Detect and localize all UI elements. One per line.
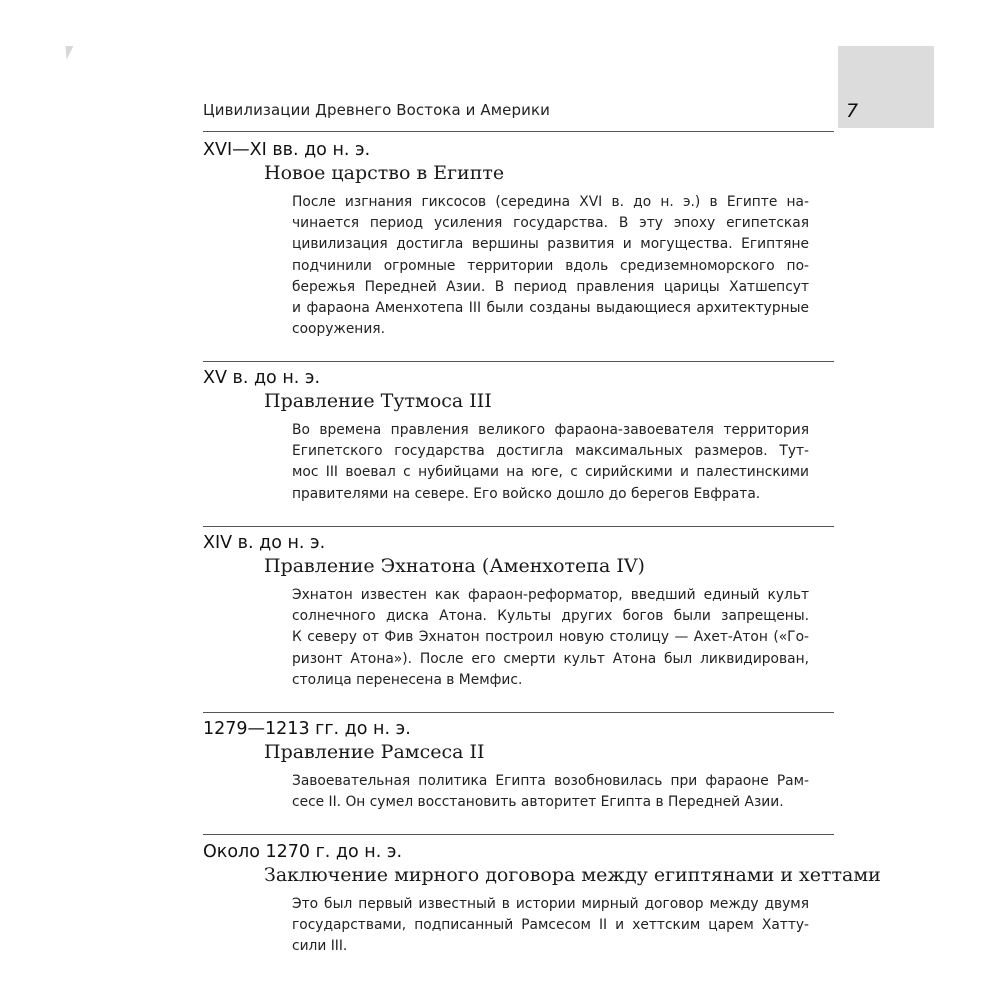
body-line: цивилизация достигла вершины развития и могущества. Египтяне <box>292 236 809 253</box>
entry-title: Правление Тутмоса III <box>264 390 492 412</box>
corner-crop-mark <box>63 46 74 60</box>
body-line: мос III воевал с нубийцами на юге, с сирийскими и палестинскими <box>292 464 809 481</box>
entry-title: Правление Рамсеса II <box>264 741 485 763</box>
entry-divider <box>203 526 834 527</box>
body-line: сесе II. Он сумел восстановить авторитет Египта в Передней Азии. <box>292 794 784 811</box>
body-line: Эхнатон известен как фараон-реформатор, введший единый культ <box>292 587 809 603</box>
body-line: сили III. <box>292 938 348 955</box>
entry-title: Правление Эхнатона (Аменхотепа IV) <box>264 555 645 577</box>
body-line: Во времена правления великого фараона-завоевателя территория <box>292 422 809 438</box>
entry-date: XVI—XI вв. до н. э. <box>203 140 371 160</box>
entry-body <box>292 192 809 340</box>
page-number: 7 <box>846 100 859 122</box>
entry-date: Около 1270 г. до н. э. <box>203 842 403 862</box>
body-line: чинается период усиления государства. В эту эпоху египетская <box>292 215 809 232</box>
header-divider <box>203 131 834 132</box>
body-line: правителями на севере. Его войско дошло до берегов Евфрата. <box>292 485 761 502</box>
entry-date: 1279—1213 гг. до н. э. <box>203 719 411 739</box>
body-line: сооружения. <box>292 321 385 338</box>
body-line: К северу от Фив Эхнатон построил новую столицу — Ахет-Атон («Го- <box>292 629 809 646</box>
body-line: бережья Передней Азии. В период правления царицы Хатшепсут <box>292 278 809 295</box>
entry-date: XV в. до н. э. <box>203 368 321 388</box>
entry-divider <box>203 834 834 835</box>
entry-title: Заключение мирного договора между египтянами и хеттами <box>264 864 881 886</box>
entry-body <box>292 420 809 505</box>
body-line: Это был первый известный в истории мирный договор между двумя <box>292 896 809 912</box>
entry-body <box>292 894 809 958</box>
entry-divider <box>203 712 834 713</box>
body-line: Завоевательная политика Египта возобновилась при фараоне Рам- <box>292 773 809 789</box>
entry-divider <box>203 361 834 362</box>
body-line: ризонт Атона»). После его смерти культ Атона был ликвидирован, <box>292 650 809 667</box>
entry-date: XIV в. до н. э. <box>203 533 326 553</box>
body-line: государствами, подписанный Рамсесом II и хеттским царем Хатту- <box>292 917 809 934</box>
body-line: и фараона Аменхотепа III были созданы выдающиеся архитектурные <box>292 300 809 317</box>
body-line: солнечного диска Атона. Культы других богов были запрещены. <box>292 608 809 625</box>
body-line: подчинили огромные территории вдоль средиземноморского по- <box>292 257 809 274</box>
entry-title: Новое царство в Египте <box>264 162 505 184</box>
entry-body <box>292 771 809 813</box>
entry-body <box>292 585 809 691</box>
body-line: Египетского государства достигла максимальных размеров. Тут- <box>292 443 809 460</box>
running-head-title: Цивилизации Древнего Востока и Америки <box>203 101 550 119</box>
body-line: столица перенесена в Мемфис. <box>292 671 523 688</box>
body-line: После изгнания гиксосов (середина XVI в. до н. э.) в Египте на- <box>292 194 809 210</box>
